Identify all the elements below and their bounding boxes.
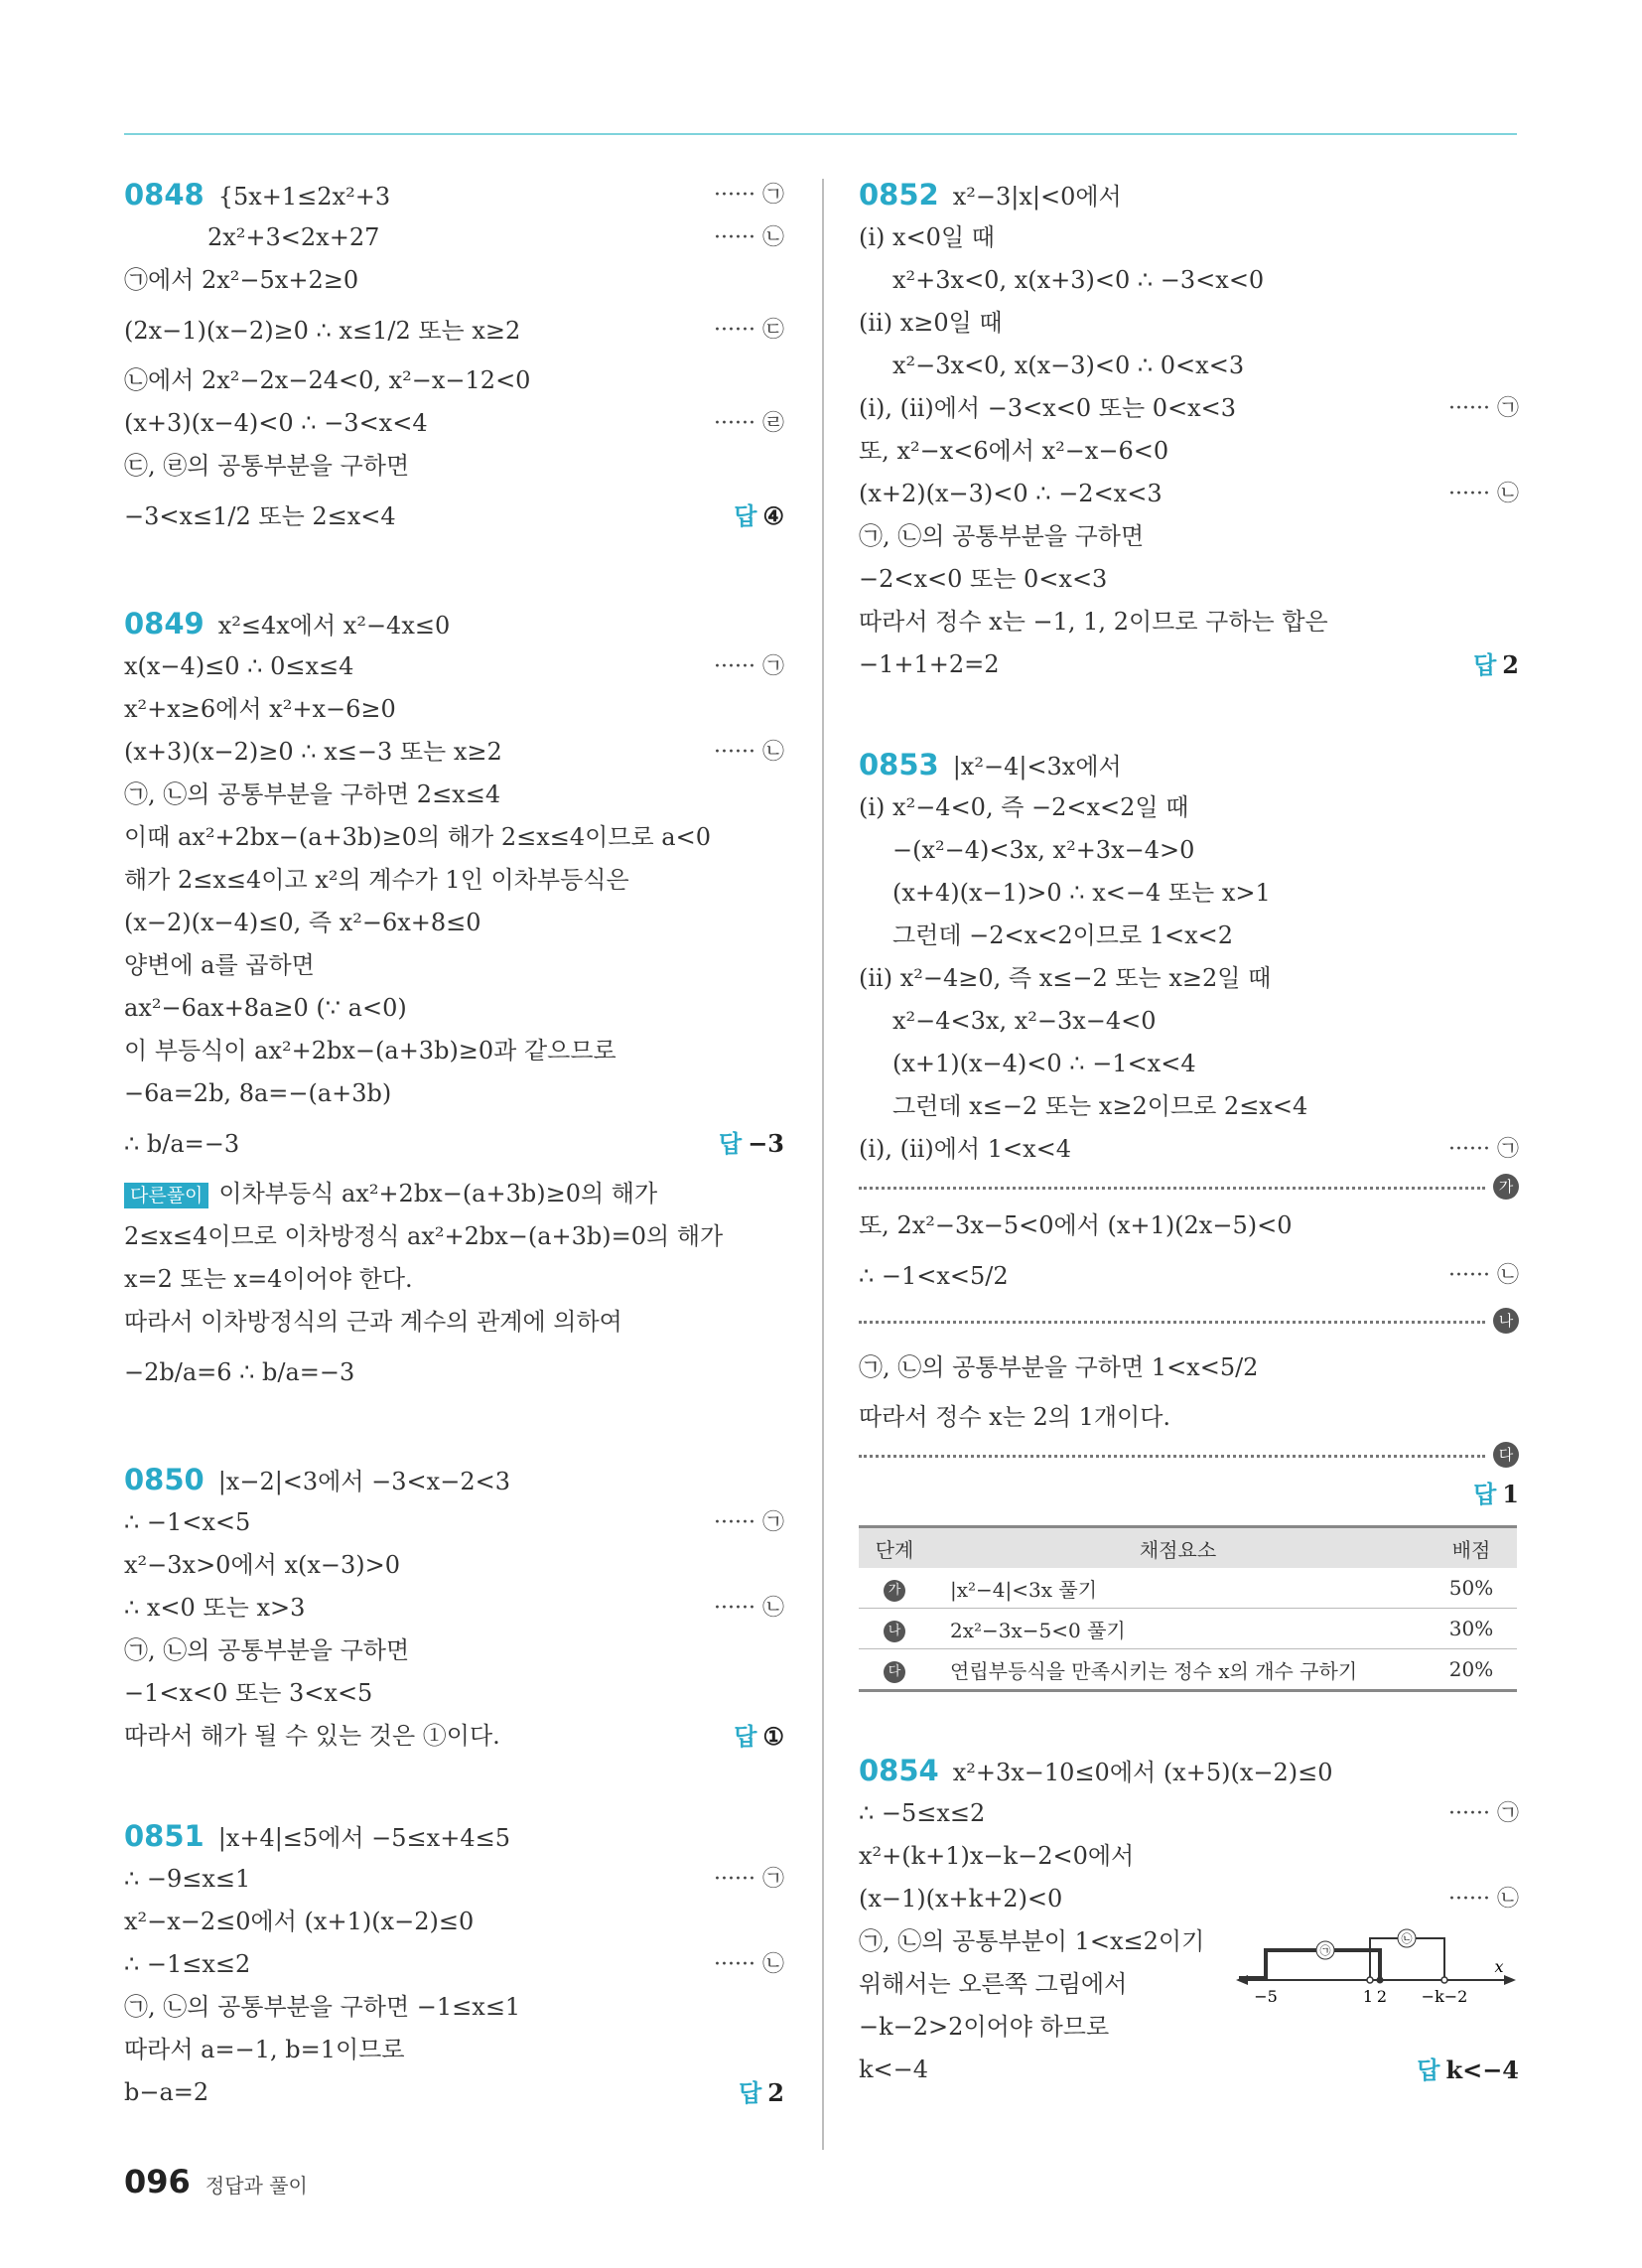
line: ∴ x<0 또는 x>3 [124,1594,306,1622]
label-tag: ······ ㉠ [714,1867,784,1892]
step-badge: 나 [1493,1308,1519,1334]
label-tag: ······ ㉡ [1448,1263,1519,1288]
line: ㉠, ㉡의 공통부분을 구하면 1<x<5/2 [859,1353,1259,1381]
problem-number: 0852 [859,178,939,212]
label-tag: ······ ㉠ [1448,1801,1519,1826]
line: −1+1+2=2 [859,650,1000,678]
problem-0849 [124,603,784,1401]
step-badge: 가 [884,1580,905,1602]
table-row [859,1609,1517,1649]
figure-marker: ㉠ [1319,1944,1331,1957]
line: 따라서 a=−1, b=1이므로 [124,2036,405,2063]
table-header: 단계 [859,1527,930,1569]
line: b−a=2 [124,2078,209,2106]
problem-number: 0850 [124,1463,205,1496]
line: 따라서 이차방정식의 근과 계수의 관계에 의하여 [124,1308,622,1336]
header-rule [124,133,1517,135]
line: (x−2)(x−4)≤0, 즉 x²−6x+8≤0 [124,909,481,936]
line: {5x+1≤2x²+3 [217,183,391,211]
line: (ⅱ) x≥0일 때 [859,309,1003,337]
label-tag: ······ ㉠ [714,654,784,679]
line: x²−3x<0, x(x−3)<0 ∴ 0<x<3 [892,352,1245,379]
table-cell: 30% [1426,1609,1517,1649]
label-tag: ······ ㉡ [714,225,784,250]
line: ∴ −1<x<5/2 [859,1262,1009,1290]
line: (ⅰ), (ⅱ)에서 1<x<4 [859,1135,1072,1163]
label-tag: ······ ㉡ [1448,482,1519,506]
line: 그런데 x≤−2 또는 x≥2이므로 2≤x<4 [892,1092,1308,1120]
step-badge: 다 [1493,1442,1519,1468]
line: (x+4)(x−1)>0 ∴ x<−4 또는 x>1 [892,879,1271,907]
tick-label: 1 [1362,1987,1374,2006]
answer: 답 k<−4 [1417,2055,1519,2084]
line: 또, 2x²−3x−5<0에서 (x+1)(2x−5)<0 [859,1211,1293,1239]
step-divider [859,1171,1519,1205]
problem-number: 0851 [124,1819,205,1853]
line: ㉠, ㉡의 공통부분이 1<x≤2이기 [859,1927,1205,1955]
line: 해가 2≤x≤4이고 x²의 계수가 1인 이차부등식은 [124,866,629,894]
tick-label: 2 [1376,1987,1388,2006]
problem-0850 [124,1459,784,1758]
line: ∴ −5≤x≤2 [859,1799,986,1827]
label-tag: ······ ㉠ [1448,1137,1519,1162]
answer: 답 2 [1473,650,1519,679]
number-line-figure [1236,1920,1519,2015]
line: x(x−4)≤0 ∴ 0≤x≤4 [124,652,354,680]
line: k<−4 [859,2055,929,2083]
problem-0854 [859,1750,1519,2091]
line: ㉠, ㉡의 공통부분을 구하면 [124,1636,410,1664]
line: ∴ −1≤x≤2 [124,1950,251,1978]
step-badge: 나 [884,1621,905,1642]
line: (ⅱ) x²−4≥0, 즉 x≤−2 또는 x≥2일 때 [859,964,1272,992]
book-label: 정답과 풀이 [205,2174,308,2197]
line: (ⅰ), (ⅱ)에서 −3<x<0 또는 0<x<3 [859,394,1237,422]
line: −2<x<0 또는 0<x<3 [859,565,1108,593]
answer: 답 ④ [734,501,784,530]
table-row [859,1568,1517,1609]
table-cell: 연립부등식을 만족시키는 정수 x의 개수 구하기 [930,1649,1426,1691]
table-cell: |x²−4|<3x 풀기 [930,1568,1426,1609]
line: 따라서 해가 될 수 있는 것은 ①이다. [124,1722,500,1750]
line: 또, x²−x<6에서 x²−x−6<0 [859,437,1169,465]
table-row [859,1649,1517,1691]
label-tag: ······ ㉠ [714,1510,784,1535]
scoring-table [859,1525,1517,1692]
problem-0853 [859,744,1519,1692]
table-cell: 50% [1426,1568,1517,1609]
line: −3<x≤1/2 또는 2≤x<4 [124,502,396,530]
problem-number: 0853 [859,748,939,781]
line: −k−2>2이어야 하므로 [859,2013,1110,2041]
line: 양변에 a를 곱하면 [124,951,315,979]
line: ㉢, ㉣의 공통부분을 구하면 [124,452,410,480]
line: x²−3x>0에서 x(x−3)>0 [124,1551,401,1579]
line: |x+4|≤5에서 −5≤x+4≤5 [217,1824,510,1852]
table-header: 채점요소 [930,1527,1426,1569]
table-cell: 2x²−3x−5<0 풀기 [930,1609,1426,1649]
table-header: 배점 [1426,1527,1517,1569]
right-column [859,174,1519,2091]
line: (2x−1)(x−2)≥0 ∴ x≤1/2 또는 x≥2 [124,317,521,345]
line: ㉠에서 2x²−5x+2≥0 [124,266,359,294]
line: x=2 또는 x=4이어야 한다. [124,1265,413,1293]
step-badge: 가 [1493,1174,1519,1200]
line: |x²−4|<3x에서 [952,753,1122,780]
line: 그런데 −2<x<2이므로 1<x<2 [892,921,1234,949]
line: x²−3|x|<0에서 [952,183,1122,211]
line: 이때 ax²+2bx−(a+3b)≥0의 해가 2≤x≤4이므로 a<0 [124,823,711,851]
line: (ⅰ) x<0일 때 [859,223,995,251]
tick-label: −5 [1254,1987,1278,2006]
line: (x+2)(x−3)<0 ∴ −2<x<3 [859,480,1163,507]
answer: 답 ① [734,1722,784,1751]
line: (ⅰ) x²−4<0, 즉 −2<x<2일 때 [859,793,1189,821]
line: x²+(k+1)x−k−2<0에서 [859,1842,1135,1870]
step-divider [859,1439,1519,1473]
alt-solution-badge: 다른풀이 [124,1183,208,1208]
step-divider [859,1305,1519,1339]
line: (x−1)(x+k+2)<0 [859,1885,1063,1913]
label-tag: ······ ㉡ [1448,1887,1519,1912]
axis-label: x [1494,1957,1504,1976]
line: x²+3x−10≤0에서 (x+5)(x−2)≤0 [952,1759,1333,1786]
line: −2b/a=6 ∴ b/a=−3 [124,1358,355,1386]
line: ∴ −1<x<5 [124,1508,251,1536]
line: ㉡에서 2x²−2x−24<0, x²−x−12<0 [124,366,531,394]
left-column [124,174,784,2114]
problem-number: 0848 [124,178,205,212]
line: 따라서 정수 x는 −1, 1, 2이므로 구하는 합은 [859,608,1328,636]
answer: 답 1 [1473,1480,1519,1508]
line: (x+3)(x−2)≥0 ∴ x≤−3 또는 x≥2 [124,738,502,766]
problem-0851 [124,1815,784,2114]
line: 2≤x≤4이므로 이차방정식 ax²+2bx−(a+3b)=0의 해가 [124,1222,724,1250]
line: ∴ −9≤x≤1 [124,1865,251,1893]
line: ㉠, ㉡의 공통부분을 구하면 [859,522,1145,550]
answer: 답 2 [739,2078,784,2107]
problem-0852 [859,174,1519,686]
line: x²+3x<0, x(x+3)<0 ∴ −3<x<0 [892,266,1265,294]
label-tag: ······ ㉠ [714,183,784,208]
table-cell: 20% [1426,1649,1517,1691]
label-tag: ······ ㉣ [714,411,784,436]
problem-0848 [124,174,784,545]
line: ㉠, ㉡의 공통부분을 구하면 2≤x≤4 [124,780,501,808]
label-tag: ······ ㉡ [714,1952,784,1977]
label-tag: ······ ㉡ [714,1596,784,1621]
label-tag: ······ ㉢ [714,318,784,343]
line: −6a=2b, 8a=−(a+3b) [124,1079,392,1107]
line: ㉠, ㉡의 공통부분을 구하면 −1≤x≤1 [124,1993,521,2021]
line: x²−x−2≤0에서 (x+1)(x−2)≤0 [124,1908,475,1935]
line: 따라서 정수 x는 2의 1개이다. [859,1403,1171,1431]
figure-marker: ㉡ [1401,1932,1413,1945]
line: 이차부등식 ax²+2bx−(a+3b)≥0의 해가 [218,1180,658,1207]
label-tag: ······ ㉠ [1448,396,1519,421]
line: ∴ b/a=−3 [124,1130,240,1158]
line: x²+x≥6에서 x²+x−6≥0 [124,695,396,723]
problem-number: 0854 [859,1754,939,1787]
line: −(x²−4)<3x, x²+3x−4>0 [892,836,1195,864]
line: 위해서는 오른쪽 그림에서 [859,1970,1128,1998]
answer: 답 −3 [719,1129,784,1158]
tick-label: −k−2 [1421,1987,1468,2006]
line: ax²−6ax+8a≥0 (∵ a<0) [124,994,407,1022]
line: −1<x<0 또는 3<x<5 [124,1679,373,1707]
page-footer [124,2163,308,2200]
column-divider [822,179,824,2150]
line: (x+3)(x−4)<0 ∴ −3<x<4 [124,409,428,437]
problem-number: 0849 [124,607,205,640]
line: x²−4<3x, x²−3x−4<0 [892,1007,1157,1035]
line: x²≤4x에서 x²−4x≤0 [217,612,451,639]
line: (x+1)(x−4)<0 ∴ −1<x<4 [892,1050,1196,1077]
line: 이 부등식이 ax²+2bx−(a+3b)≥0과 같으므로 [124,1037,616,1064]
page-number: 096 [124,2163,191,2200]
line: 2x²+3<2x+27 [207,223,380,251]
label-tag: ······ ㉡ [714,740,784,765]
step-badge: 다 [884,1661,905,1683]
line: |x−2|<3에서 −3<x−2<3 [217,1468,510,1495]
